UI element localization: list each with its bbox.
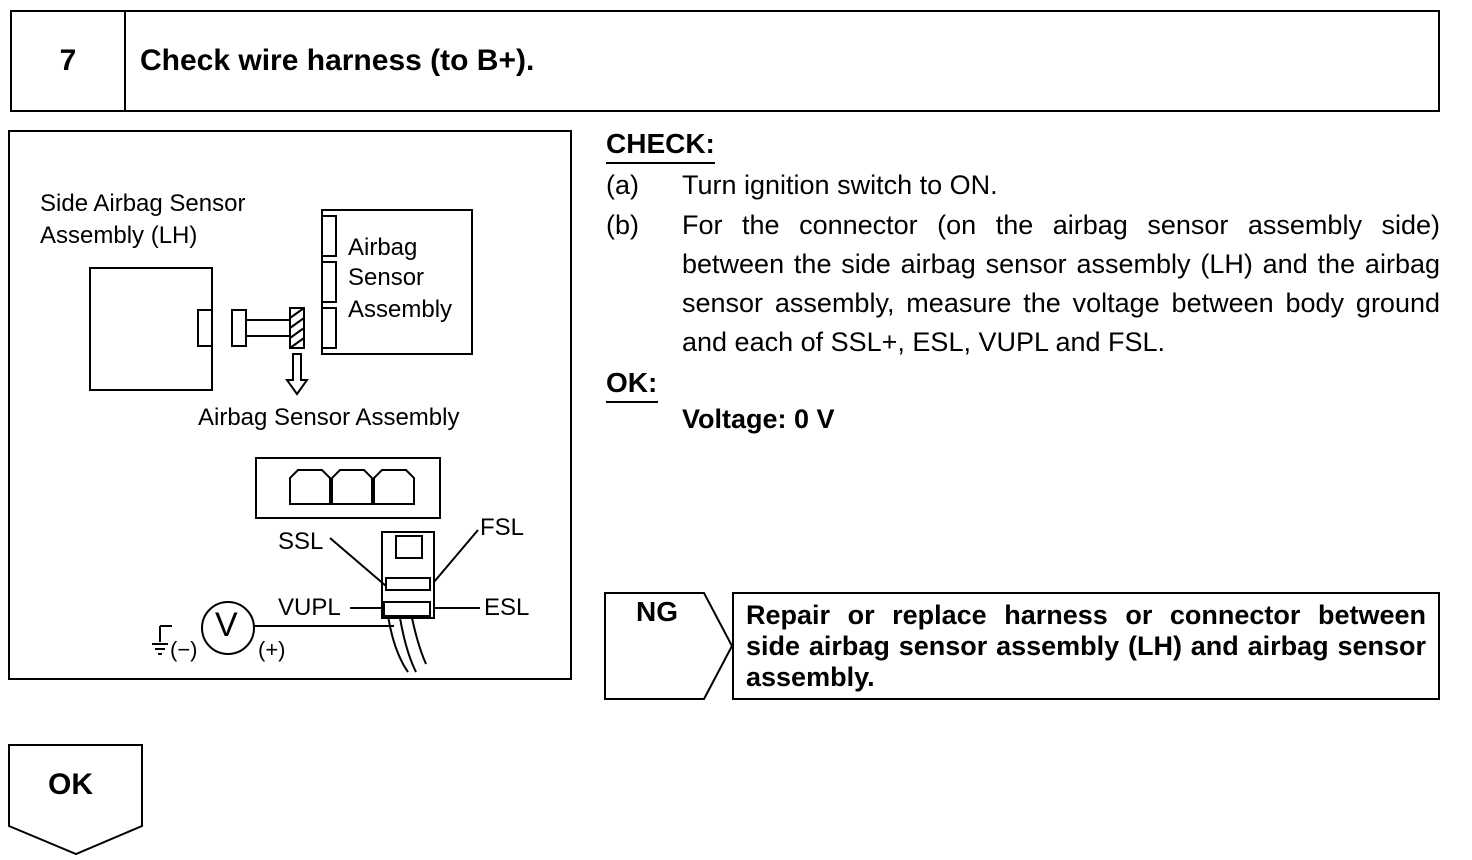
terminal-fsl-label: FSL: [480, 514, 525, 541]
side-sensor-label-line2: Assembly (LH): [40, 222, 198, 249]
airbag-sensor-label: Airbag Sensor Assembly: [198, 404, 460, 431]
check-item-b-letter: (b): [606, 210, 639, 240]
check-item-a-letter: (a): [606, 170, 639, 200]
negative-probe-label: (−): [170, 637, 198, 662]
airbag-sensor-small-line3: Assembly: [348, 296, 453, 323]
side-sensor-box: [90, 268, 212, 390]
down-arrow-icon: [287, 354, 307, 394]
ok-voltage: Voltage: 0 V: [682, 404, 835, 434]
harness-connector-left: [232, 310, 246, 346]
airbag-sensor-small-line1: Airbag: [348, 234, 418, 261]
side-sensor-connector: [198, 310, 212, 346]
ok-arrow-label: OK: [48, 768, 93, 801]
connector-face: [256, 458, 440, 518]
terminal-ssl-label: SSL: [278, 528, 324, 555]
side-sensor-label-line1: Side Airbag Sensor: [40, 190, 246, 217]
airbag-sensor-small-line2: Sensor: [348, 264, 425, 291]
check-heading: CHECK:: [606, 128, 715, 164]
voltmeter-label: V: [215, 606, 238, 644]
probed-connector: [382, 532, 434, 618]
terminal-vupl-label: VUPL: [278, 594, 341, 621]
wiring-diagram: [8, 130, 572, 680]
ok-heading: OK:: [606, 367, 658, 403]
step-title: Check wire harness (to B+).: [140, 44, 535, 77]
step-number: 7: [12, 12, 126, 110]
check-item-a-text: Turn ignition switch to ON.: [682, 170, 998, 200]
ng-label: NG: [636, 596, 678, 627]
ng-action-text: Repair or replace harness or connector between side airbag sensor assembly (LH) and airbag sensor assembly.: [746, 600, 1426, 692]
ng-action-box: [732, 592, 1440, 700]
positive-probe-label: (+): [258, 637, 286, 662]
terminal-esl-label: ESL: [484, 594, 530, 621]
check-item-b-text: For the connector (on the airbag sensor assembly side) between the side airbag sensor assembly (LH) and the airbag sensor assembly, measure the voltage between body ground and each of SSL+, ESL, VUPL and FSL.: [682, 210, 1440, 357]
step-header: [10, 10, 1440, 112]
